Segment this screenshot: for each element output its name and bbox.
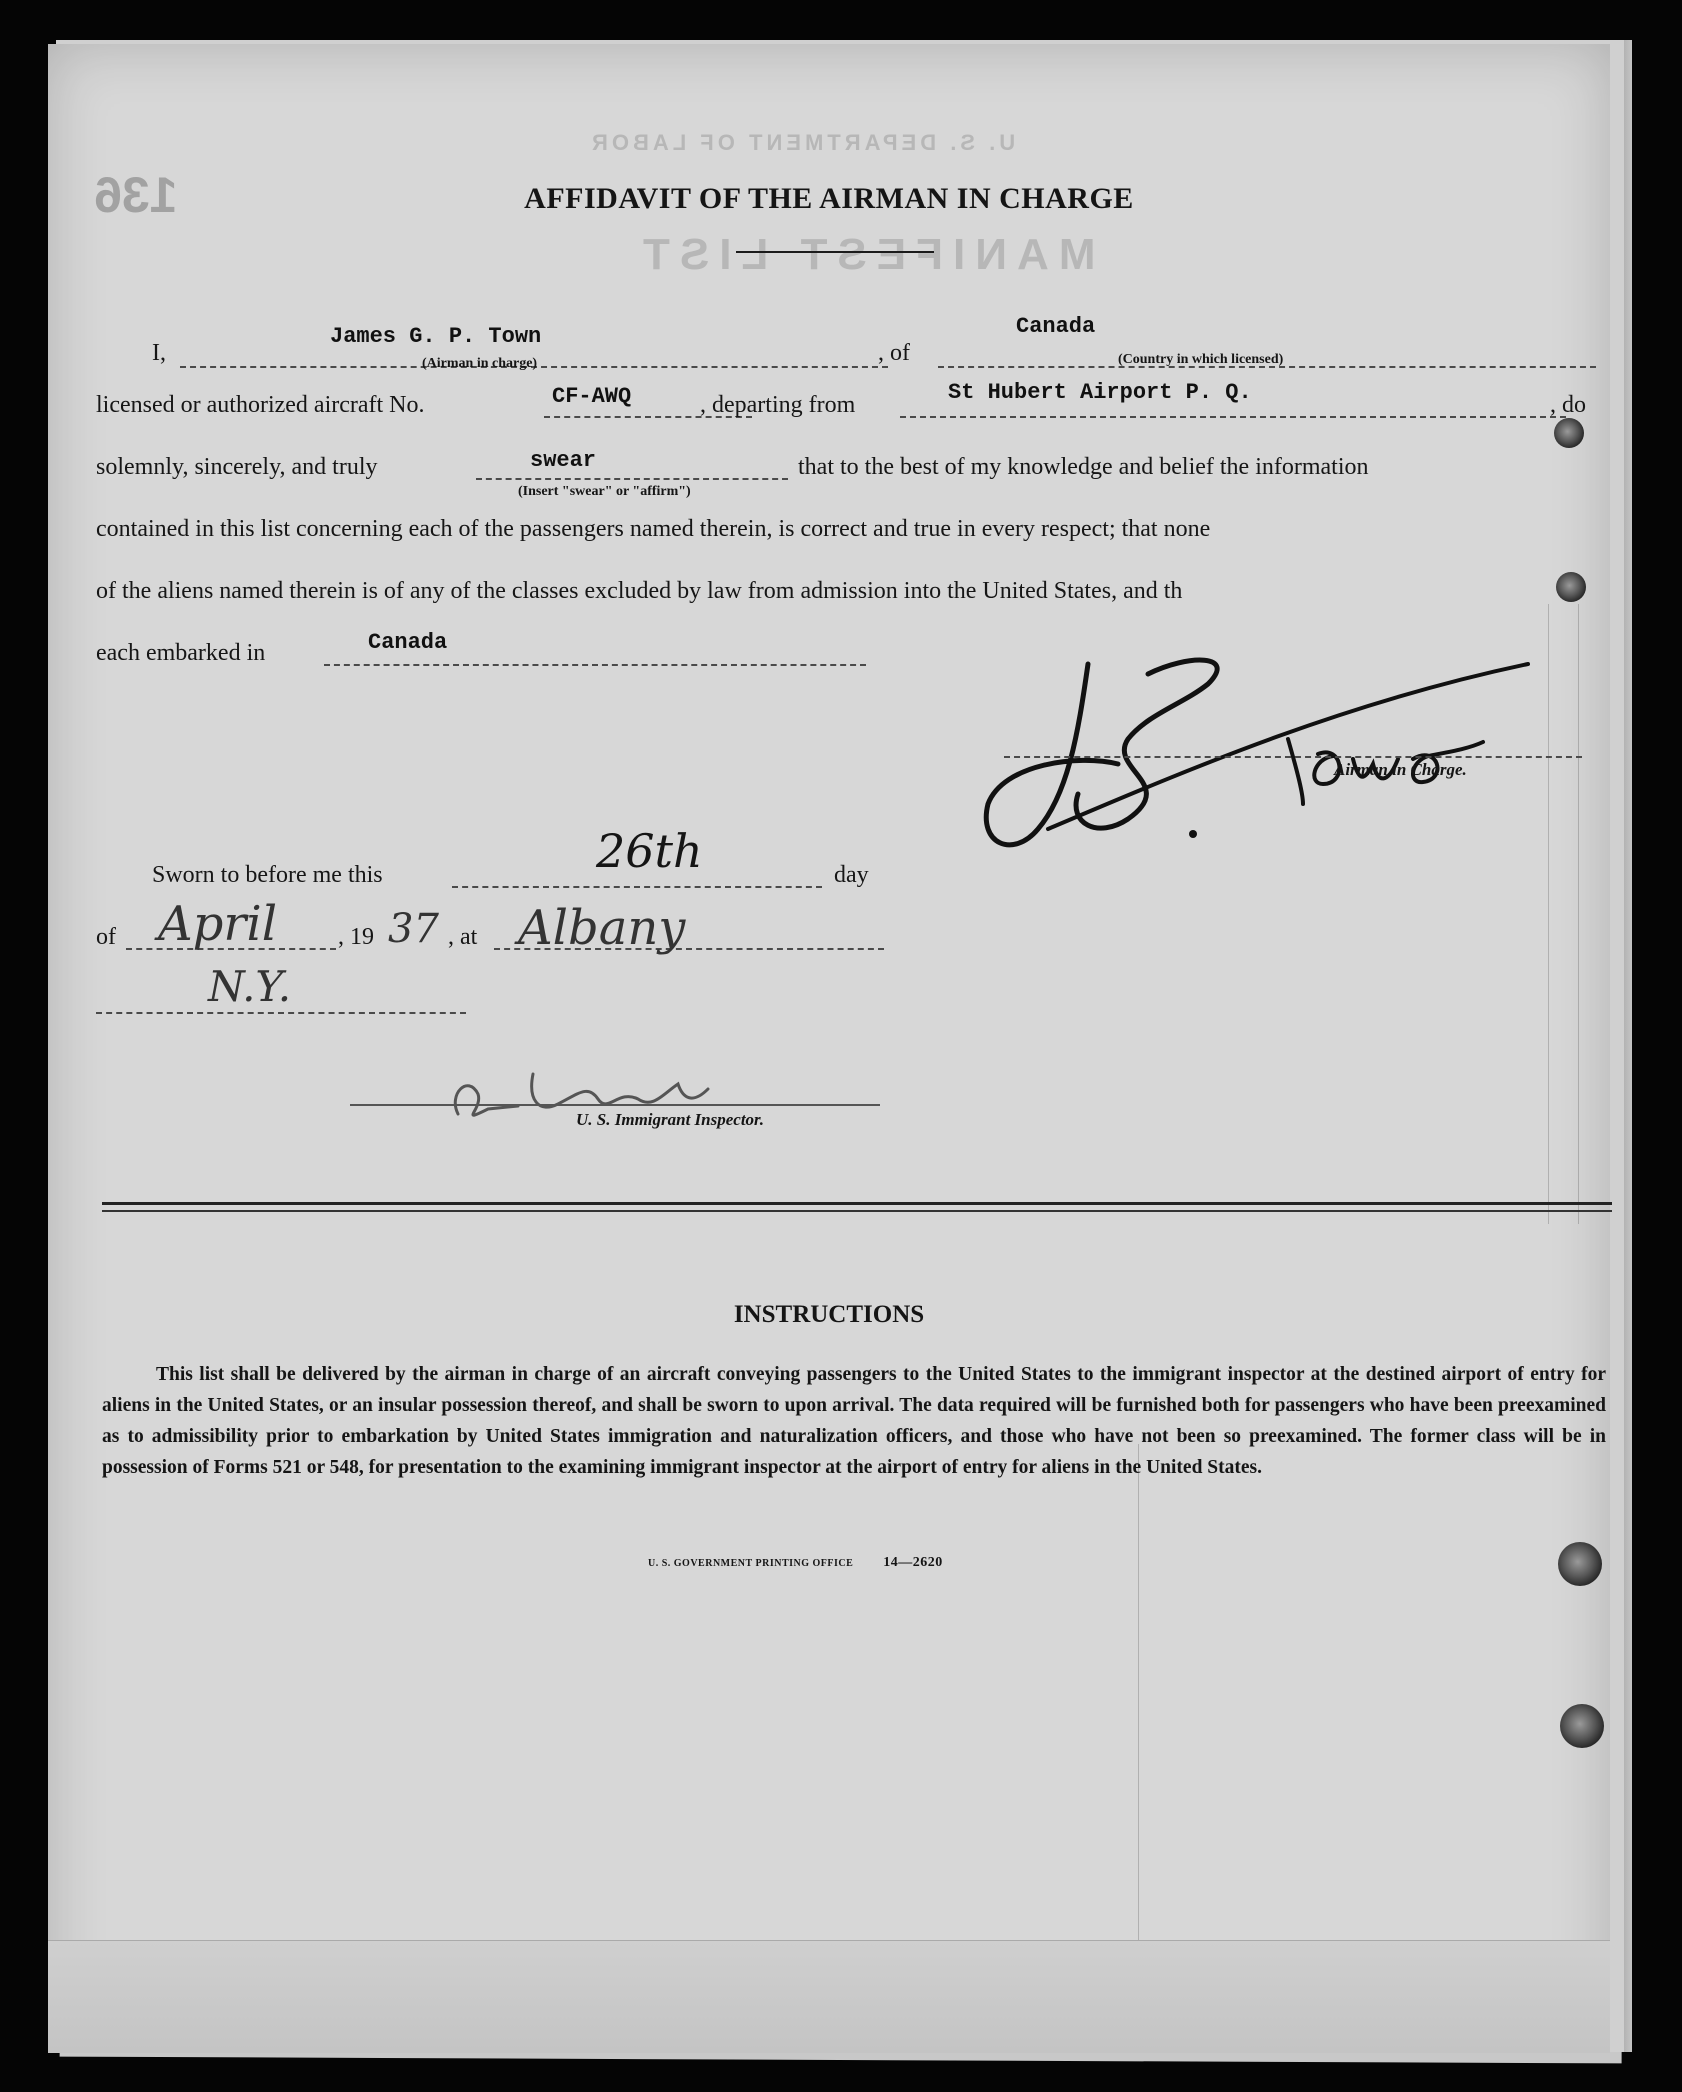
line5-text: of the aliens named therein is of any of the classes excluded by law from admission into the United States, and th (96, 578, 1183, 604)
printing-office-footer (648, 1555, 943, 1571)
departing-label: , departing from (700, 392, 856, 418)
airman-signature-line (1004, 756, 1582, 758)
section-divider-top (102, 1202, 1612, 1205)
day-line (452, 886, 822, 888)
oath-value: swear (530, 448, 597, 473)
oath-caption: (Insert "swear" or "affirm") (518, 484, 691, 499)
day-label: day (834, 862, 869, 888)
punch-hole (1558, 1542, 1602, 1586)
sworn-prefix: Sworn to before me this (152, 862, 383, 888)
country-caption: (Country in which licensed) (1118, 352, 1284, 367)
airman-signature-caption: Airman in Charge. (1334, 760, 1467, 779)
line3-prefix: solemnly, sincerely, and truly (96, 454, 378, 480)
state-line (96, 1012, 466, 1014)
line6-prefix: each embarked in (96, 640, 266, 666)
gpo-label: U. S. GOVERNMENT PRINTING OFFICE (648, 1558, 854, 1569)
punch-hole (1554, 418, 1584, 448)
airman-signature (958, 644, 1588, 874)
departing-from-value: St Hubert Airport P. Q. (948, 380, 1252, 405)
instructions-title: INSTRUCTIONS (733, 1301, 925, 1328)
line4-text: contained in this list concerning each of the passengers named therein, is correct and true in every respect; that none (96, 516, 1211, 542)
line1-prefix: I, (152, 340, 166, 366)
inspector-signature-line (350, 1104, 880, 1106)
embarked-in-value: Canada (368, 630, 448, 655)
punch-hole (1556, 572, 1586, 602)
year-value: 37 (388, 906, 439, 952)
instructions-body: This list shall be delivered by the airman in charge of an aircraft conveying passengers to the United States to the immigrant inspector at the destined airport of entry for aliens in the United States, or an insular possession thereof, and shall be sworn to upon arrival. The data required will be furnished both for passengers who have been preexamined as to admissibility prior to embarkation by United States immigration and naturalization officers, and those who have not been so preexamined. The former class will be in possession of Forms 521 or 548, for presentation to the examining immigrant inspector at the airport of entry for aliens in the United States. (102, 1364, 1606, 1478)
airman-name-caption: (Airman in charge) (422, 356, 538, 371)
oath-line (476, 478, 788, 480)
departing-line (900, 416, 1566, 418)
form-code: 14—2620 (883, 1555, 943, 1570)
bleed-through-line (1138, 1444, 1139, 1944)
page-title: AFFIDAVIT OF THE AIRMAN IN CHARGE (524, 182, 1134, 215)
day-value: 26th (596, 824, 703, 878)
state-value: N.Y. (208, 962, 292, 1011)
underlying-sheet-strip (48, 1940, 1610, 2053)
year-prefix: , 19 (338, 924, 374, 950)
line3-suffix: that to the best of my knowledge and belief the information (798, 454, 1369, 480)
do-label: , do (1550, 392, 1586, 418)
sworn-of-label: of (96, 924, 116, 950)
bleed-through-page-number: 136 (94, 167, 178, 223)
inspector-signature (438, 1054, 738, 1144)
section-divider-bottom (102, 1210, 1612, 1212)
country-value: Canada (1016, 314, 1096, 339)
bleed-through-department: U. S. DEPARTMENT OF LABOR (588, 130, 1016, 155)
punch-hole (1560, 1704, 1604, 1748)
place-value: Albany (518, 900, 686, 956)
inspector-caption: U. S. Immigrant Inspector. (576, 1110, 764, 1129)
month-value: April (158, 896, 278, 952)
bleed-through-manifest: MANIFEST LIST (633, 230, 1096, 279)
airman-name-value: James G. P. Town (330, 324, 542, 349)
embarked-in-line (324, 664, 866, 666)
affidavit-page (48, 44, 1610, 2052)
title-underline (736, 251, 934, 253)
at-label: , at (448, 924, 478, 950)
of-label: , of (878, 340, 910, 366)
aircraft-no-value: CF-AWQ (552, 384, 632, 409)
line2-prefix: licensed or authorized aircraft No. (96, 392, 425, 418)
